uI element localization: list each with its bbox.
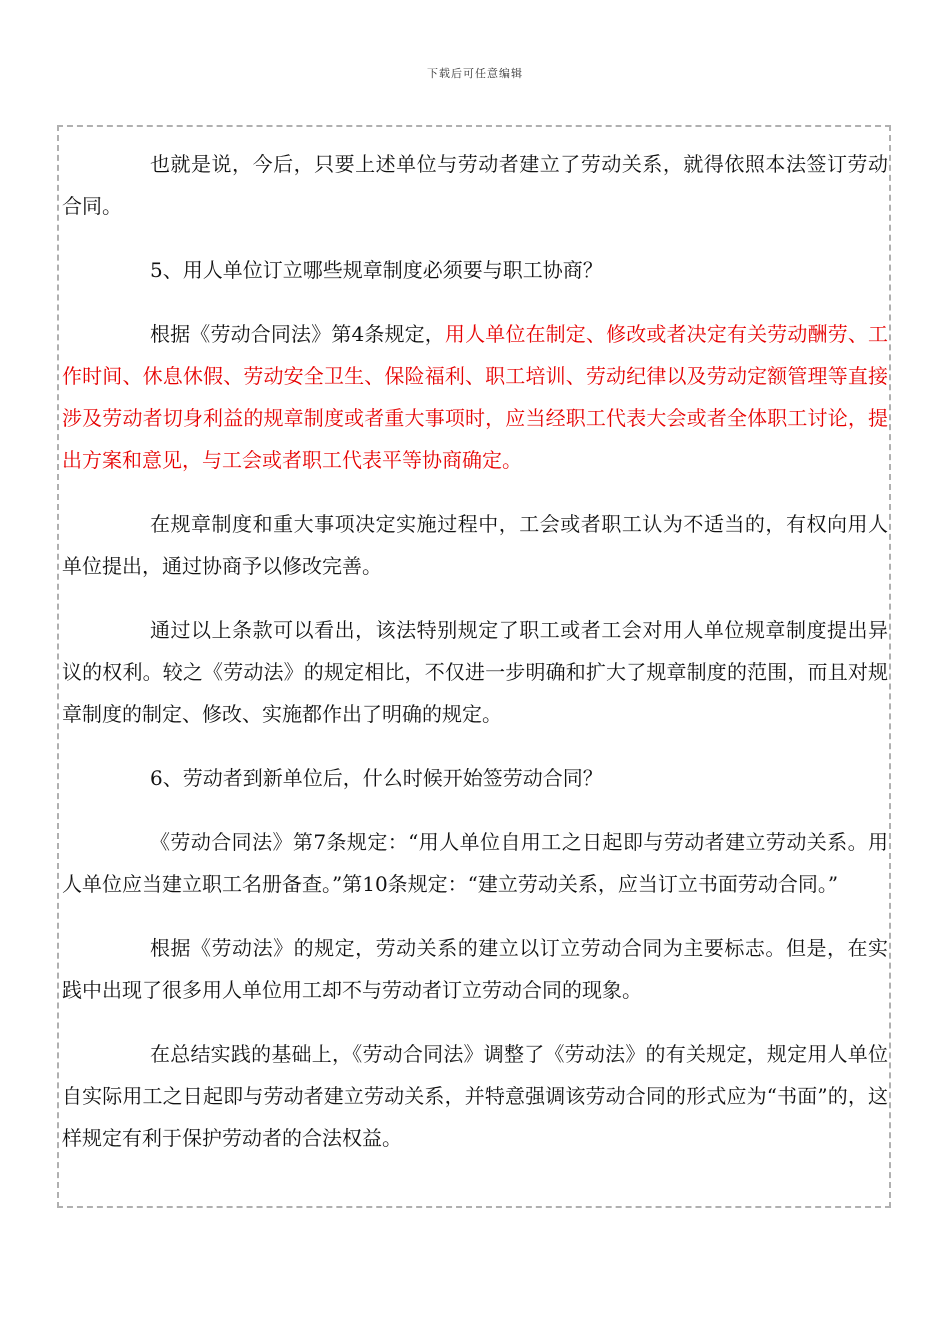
article-4-highlight: 用人单位在制定、修改或者决定有关劳动酬劳、工作时间、休息休假、劳动安全卫生、保险福利、职工培训、劳动纪律以及劳动定额管理等直接涉及劳动者切身利益的规章制度或者重大事项时，应当经职工代表大会或者全体职工讨论，提出方案和意见，与工会或者职工代表平等协商确定。 [62,322,888,472]
paragraph-article-7-10: 《劳动合同法》第7条规定：“用人单位自用工之日起即与劳动者建立劳动关系。用人单位应当建立职工名册备查。”第10条规定：“建立劳动关系，应当订立书面劳动合同。” [62,830,888,896]
question-6: 6、劳动者到新单位后，什么时候开始签劳动合同？ [150,766,603,790]
document-body [62,143,888,1181]
question-5: 5、用人单位订立哪些规章制度必须要与职工协商？ [150,258,603,282]
page-header: 下载后可任意编辑 [427,67,523,80]
paragraph-labor-law: 根据《劳动法》的规定，劳动关系的建立以订立劳动合同为主要标志。但是，在实践中出现了很多用人单位用工却不与劳动者订立劳动合同的现象。 [62,936,888,1002]
paragraph-summary: 在总结实践的基础上，《劳动合同法》调整了《劳动法》的有关规定，规定用人单位自实际用工之日起即与劳动者建立劳动关系，并特意强调该劳动合同的形式应为“书面”的，这样规定有利于保护劳动者的合法权益。 [62,1042,888,1150]
paragraph-1: 也就是说，今后，只要上述单位与劳动者建立了劳动关系，就得依照本法签订劳动合同。 [62,152,888,218]
paragraph-article-4 [62,313,888,481]
paragraph-analysis: 通过以上条款可以看出，该法特别规定了职工或者工会对用人单位规章制度提出异议的权利。较之《劳动法》的规定相比，不仅进一步明确和扩大了规章制度的范围，而且对规章制度的制定、修改、实施都作出了明确的规定。 [62,618,888,726]
article-4-intro: 根据《劳动合同法》第4条规定， [150,322,445,346]
paragraph-implementation: 在规章制度和重大事项决定实施过程中，工会或者职工认为不适当的，有权向用人单位提出，通过协商予以修改完善。 [62,512,888,578]
